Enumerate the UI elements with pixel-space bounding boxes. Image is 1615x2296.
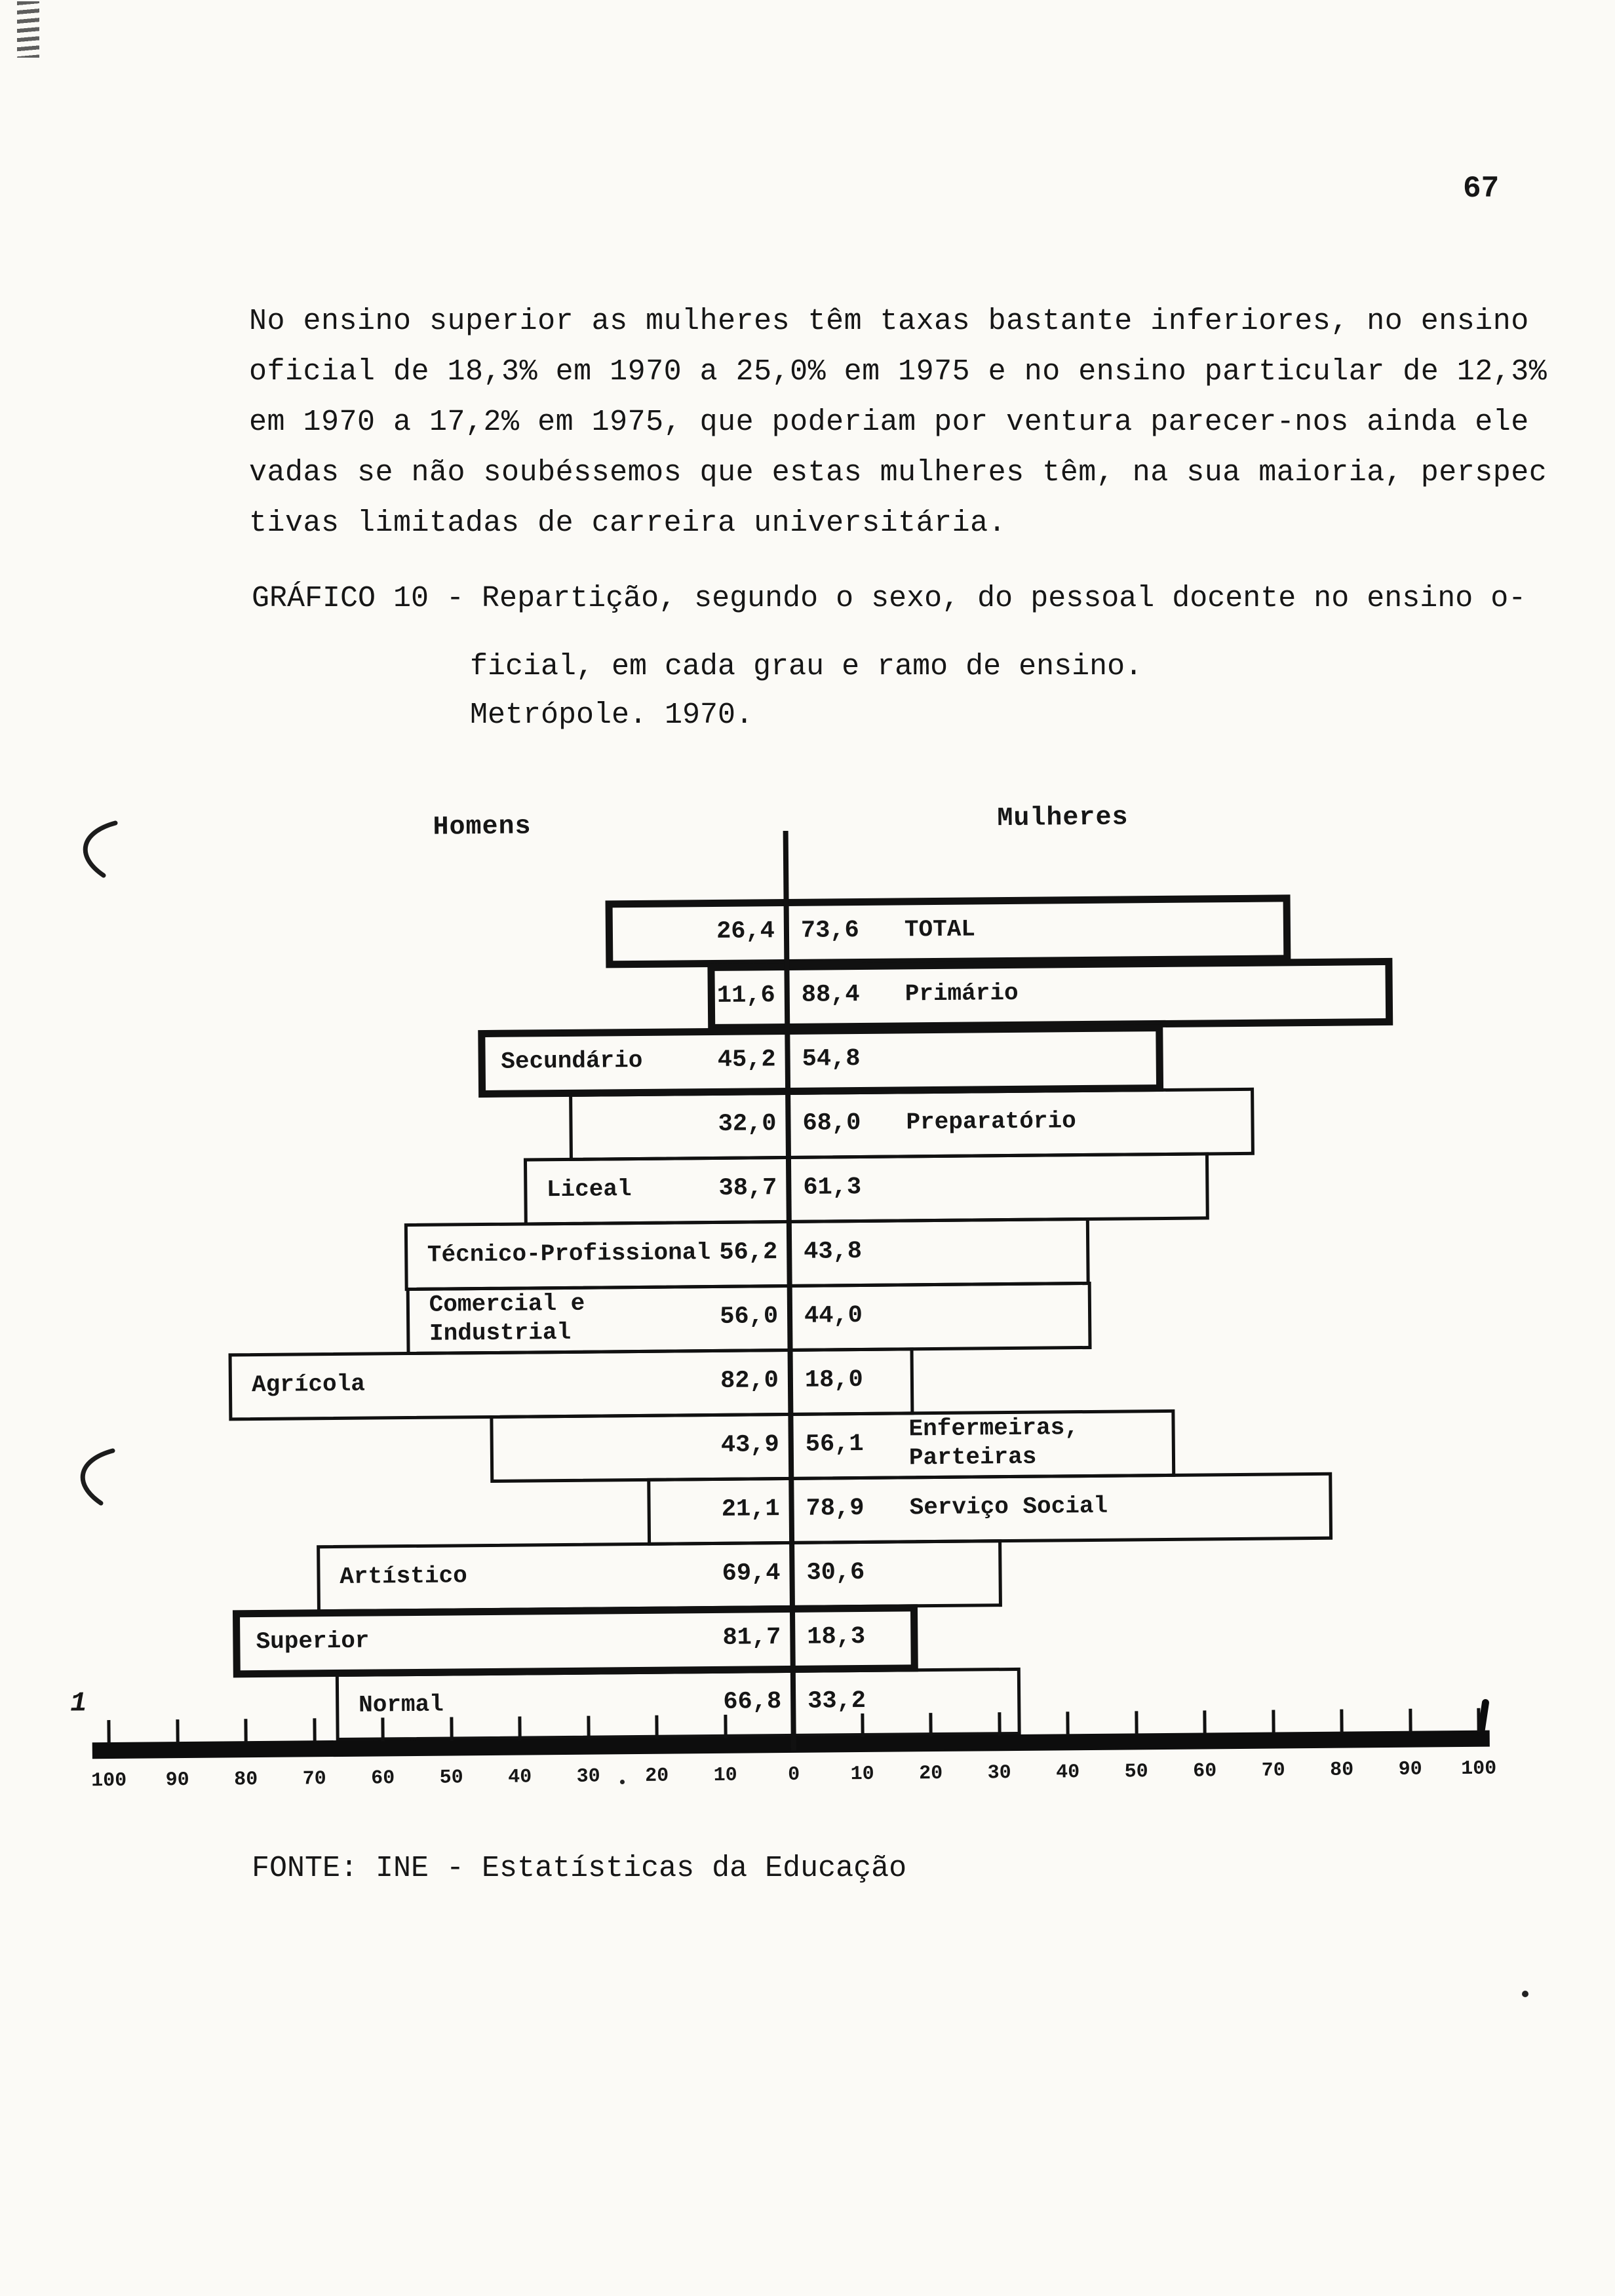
label-line: Agrícola [251, 1370, 366, 1399]
axis-tick [450, 1717, 453, 1740]
axis-tick-label: 0 [788, 1763, 800, 1787]
axis-tick [176, 1719, 179, 1743]
value-mulheres-comercial-e-industrial: 44,0 [804, 1301, 863, 1330]
axis-tick-label: 60 [1192, 1760, 1217, 1783]
value-homens-enfermeiras-parteiras: 43,9 [720, 1431, 779, 1459]
paragraph-line: No ensino superior as mulheres têm taxas bastante inferiores, no ensino [249, 305, 1529, 338]
label-line: Normal [358, 1691, 444, 1719]
value-mulheres-art-stico: 30,6 [806, 1558, 865, 1587]
value-mulheres-preparat-rio: 68,0 [802, 1109, 861, 1138]
value-mulheres-secund-rio: 54,8 [802, 1045, 861, 1073]
value-mulheres-prim-rio: 88,4 [801, 981, 860, 1009]
axis-tick-label: 100 [1460, 1757, 1497, 1781]
axis-tick-label: 10 [850, 1763, 874, 1786]
axis-tick-label: 30 [987, 1762, 1011, 1785]
axis-tick-label: 40 [1056, 1761, 1080, 1784]
value-homens-prim-rio: 11,6 [716, 982, 775, 1010]
axis-left-mark: 1 [69, 1687, 87, 1719]
value-mulheres-servi-o-social: 78,9 [806, 1494, 865, 1523]
axis-tick [244, 1719, 247, 1742]
axis-tick-label: 80 [234, 1769, 258, 1791]
label-t-cnico-profissional [427, 1221, 711, 1288]
label-normal [359, 1673, 444, 1738]
label-liceal [547, 1157, 632, 1222]
right-series-header: Mulheres [997, 803, 1129, 834]
label-line: Primário [905, 979, 1019, 1008]
label-servi-o-social [909, 1474, 1108, 1540]
label-line: Serviço Social [909, 1492, 1108, 1521]
axis-tick-label: 60 [371, 1767, 395, 1790]
label-preparat-rio [906, 1089, 1076, 1155]
axis-tick-label: 10 [713, 1764, 737, 1787]
left-series-header: Homens [433, 812, 532, 843]
label-superior [256, 1609, 370, 1675]
value-mulheres-normal: 33,2 [808, 1687, 866, 1715]
label-line: Artístico [340, 1562, 467, 1590]
axis-tick-label: 70 [1261, 1759, 1285, 1782]
paragraph-line: oficial de 18,3% em 1970 a 25,0% em 1975 e no ensino particular de 12,3% [249, 355, 1547, 389]
label-line: Parteiras [908, 1443, 1037, 1472]
axis-tick [1272, 1710, 1275, 1734]
axis-tick-label: 100 [91, 1769, 127, 1793]
axis-tick-label: 20 [919, 1762, 943, 1786]
axis-tick-label: 80 [1329, 1759, 1354, 1782]
axis-tick [1203, 1710, 1206, 1734]
axis-tick-label: 30 [576, 1765, 600, 1788]
value-homens-superior: 81,7 [722, 1624, 781, 1652]
axis-tick [313, 1718, 316, 1742]
label-secund-rio [501, 1029, 643, 1094]
value-homens-liceal: 38,7 [718, 1174, 777, 1202]
axis-tick [518, 1717, 521, 1740]
axis-tick-label: 50 [439, 1767, 463, 1789]
value-homens-normal: 66,8 [723, 1688, 782, 1716]
axis-tick [1340, 1710, 1343, 1733]
value-mulheres-t-cnico-profissional: 43,8 [804, 1237, 863, 1266]
label-line: Industrial [429, 1318, 572, 1347]
value-homens-total: 26,4 [716, 917, 775, 946]
value-homens-servi-o-social: 21,1 [721, 1495, 780, 1523]
value-mulheres-total: 73,6 [800, 917, 859, 945]
value-mulheres-agr-cola: 18,0 [804, 1366, 863, 1394]
axis-tick [998, 1712, 1001, 1736]
paragraph-line: tivas limitadas de carreira universitária. [249, 507, 1007, 540]
page-number: 67 [1463, 172, 1500, 206]
label-art-stico [340, 1544, 467, 1609]
value-mulheres-liceal: 61,3 [803, 1173, 862, 1202]
paragraph-line: em 1970 a 17,2% em 1975, que poderiam por ventura parecer-nos ainda ele [249, 406, 1529, 439]
value-homens-preparat-rio: 32,0 [718, 1110, 777, 1138]
axis-tick-label: 90 [165, 1769, 189, 1792]
label-line: Técnico-Profissional [427, 1239, 711, 1269]
axis-tick [107, 1720, 110, 1744]
value-homens-secund-rio: 45,2 [717, 1046, 776, 1074]
value-mulheres-enfermeiras-parteiras: 56,1 [805, 1430, 864, 1459]
paragraph-line: vadas se não soubéssemos que estas mulheres têm, na sua maioria, perspec [249, 456, 1547, 489]
value-homens-t-cnico-profissional: 56,2 [719, 1238, 778, 1267]
label-line: Comercial e [429, 1290, 585, 1318]
value-homens-comercial-e-industrial: 56,0 [720, 1303, 779, 1331]
label-line: TOTAL [904, 915, 976, 944]
axis-tick-label: 40 [508, 1766, 532, 1789]
axis-tick [1477, 1708, 1480, 1732]
value-homens-art-stico: 69,4 [722, 1559, 781, 1588]
label-enfermeiras-parteiras [908, 1413, 1079, 1472]
source-note: FONTE: INE - Estatísticas da Educação [252, 1852, 907, 1885]
axis-tick [1066, 1712, 1069, 1735]
axis-tick [1135, 1711, 1138, 1734]
axis-tick [1409, 1709, 1412, 1732]
axis-tick-label: 20 [645, 1765, 669, 1788]
label-prim-rio [905, 961, 1019, 1027]
caption-line-3: Metrópole. 1970. [470, 698, 754, 732]
label-line: Superior [256, 1627, 370, 1656]
axis-tick-label: 50 [1124, 1761, 1148, 1784]
label-line: Liceal [546, 1176, 632, 1204]
value-mulheres-superior: 18,3 [807, 1622, 866, 1651]
axis-tick [587, 1716, 590, 1740]
axis-tick-label: 70 [302, 1768, 326, 1791]
axis-tick [929, 1713, 932, 1736]
caption-line-2: ficial, em cada grau e ramo de ensino. [470, 650, 1143, 683]
label-agr-cola [252, 1352, 366, 1418]
label-line: Enfermeiras, [908, 1414, 1080, 1443]
label-total [905, 897, 976, 962]
caption-line-1: GRÁFICO 10 - Repartição, segundo o sexo, do pessoal docente no ensino o- [252, 582, 1527, 615]
axis-tick [655, 1715, 658, 1739]
label-line: Secundário [501, 1046, 643, 1075]
label-comercial-e-industrial [429, 1290, 585, 1349]
axis-tick-label: 90 [1398, 1758, 1422, 1781]
value-homens-agr-cola: 82,0 [720, 1367, 779, 1395]
label-line: Preparatório [906, 1107, 1076, 1136]
